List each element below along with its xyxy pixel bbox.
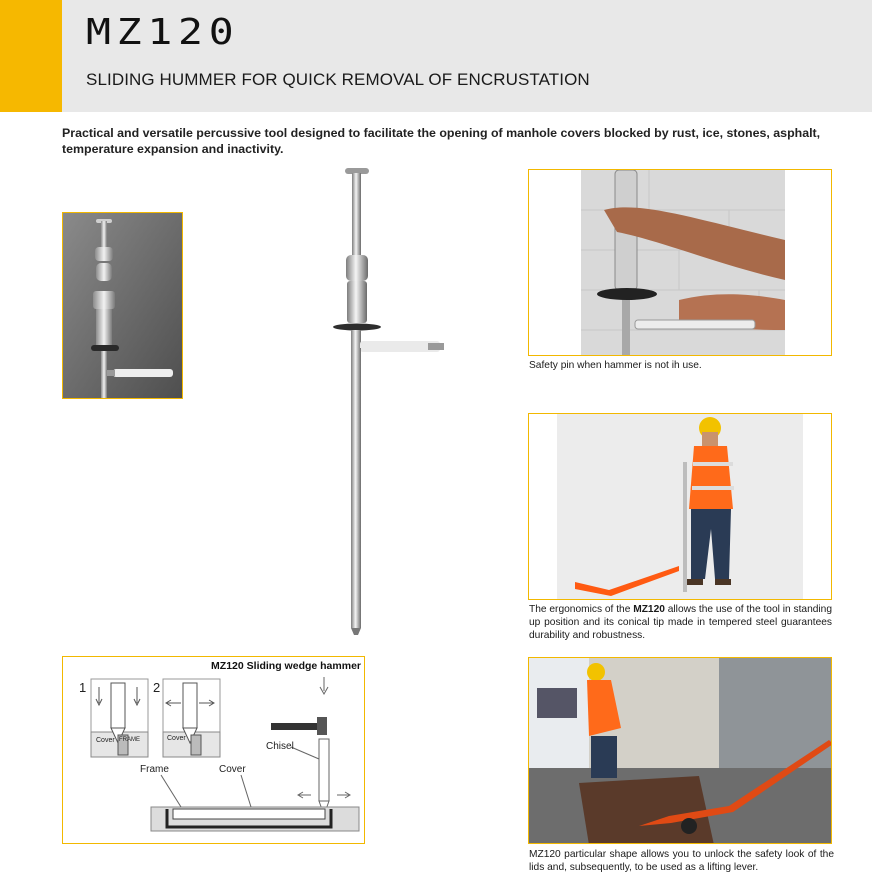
diagram-drawing <box>63 657 365 844</box>
cover-label-2: Cover <box>167 735 186 742</box>
safety-pin-caption: Safety pin when hammer is not ih use. <box>529 360 702 371</box>
ergonomics-caption-end: allows the use of the tool in standing up position and its conical tip made in tempered steel guarantees durability and robustness. <box>529 604 832 641</box>
step-2-number: 2 <box>153 680 161 695</box>
chisel-label: Chisel <box>266 741 294 752</box>
tool-head-photo <box>62 212 183 399</box>
frame-label: Frame <box>140 764 169 775</box>
product-subtitle: SLIDING HUMMER FOR QUICK REMOVAL OF ENCRUSTATION <box>86 70 590 89</box>
frame-vertical-label: FRAME <box>119 737 140 743</box>
diagram-title: MZ120 Sliding wedge hammer <box>211 660 361 672</box>
cover-label-1: Cover <box>96 737 115 744</box>
ergonomics-caption <box>529 603 832 642</box>
safety-pin-photo <box>528 169 832 356</box>
safety-pin-image <box>529 170 832 356</box>
lifting-lever-image <box>529 658 832 844</box>
tool-full-image <box>300 165 470 635</box>
cover-label: Cover <box>219 764 246 775</box>
standing-worker-image <box>529 414 832 600</box>
header-band <box>0 0 872 112</box>
ergonomics-caption-model: MZ120 <box>633 604 665 615</box>
lifting-lever-photo <box>528 657 832 844</box>
intro-text: Practical and versatile percussive tool designed to facilitate the opening of manhole covers blocked by rust, ice, stones, asphalt, temperature expansion and inactivity. <box>62 126 821 156</box>
wedge-hammer-diagram <box>62 656 365 844</box>
accent-bar <box>0 0 62 112</box>
tool-head-image <box>63 213 183 399</box>
lever-caption: MZ120 particular shape allows you to unlock the safety look of the lids and, subsequently, to be used as a lifting lever. <box>529 849 834 873</box>
model-title: MZ120 <box>86 12 240 53</box>
step-1-number: 1 <box>79 680 87 695</box>
ergonomics-caption-start: The ergonomics of the <box>529 604 634 615</box>
standing-worker-photo <box>528 413 832 600</box>
